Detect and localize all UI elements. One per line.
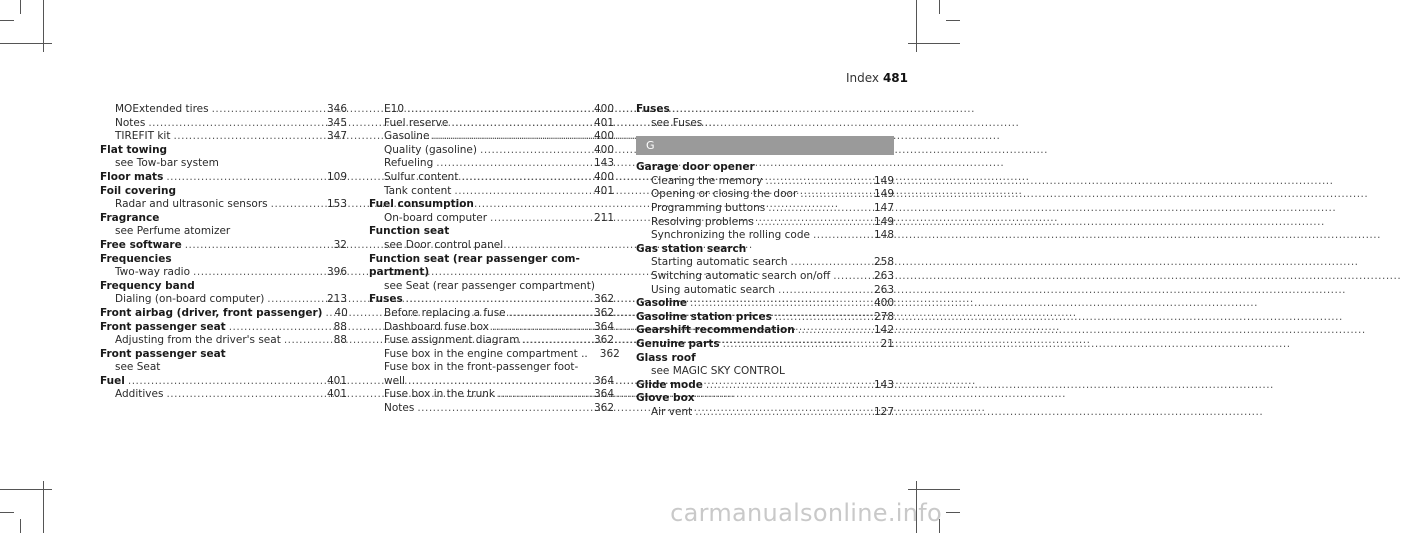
leader-dots bbox=[128, 375, 324, 389]
leader-dots bbox=[148, 117, 324, 131]
index-heading bbox=[369, 225, 614, 239]
entry-text: Fuse box in the trunk bbox=[384, 388, 496, 401]
index-subentry bbox=[100, 266, 347, 280]
leader-dots bbox=[461, 171, 591, 185]
index-subentry bbox=[100, 334, 347, 348]
index-subentry bbox=[636, 229, 894, 243]
crop-mark bbox=[0, 43, 52, 44]
entry-text: Fuel reserve bbox=[384, 116, 449, 129]
entry-page-number: 143 bbox=[593, 157, 614, 170]
index-subentry bbox=[100, 293, 347, 307]
leader-dots bbox=[498, 388, 591, 402]
index-heading bbox=[636, 338, 894, 352]
leader-dots bbox=[229, 321, 331, 335]
index-heading bbox=[100, 212, 347, 226]
index-subentry bbox=[636, 117, 894, 131]
entry-page-number: 88 bbox=[333, 334, 347, 347]
index-subentry bbox=[636, 406, 894, 420]
index-subentry bbox=[636, 256, 894, 270]
leader-dots bbox=[765, 175, 870, 189]
index-subentry bbox=[369, 212, 614, 226]
entry-text: Clearing the memory bbox=[651, 174, 763, 187]
entry-page-number: 347 bbox=[326, 130, 347, 143]
index-subentry bbox=[636, 270, 894, 284]
leader-dots bbox=[451, 117, 591, 131]
leader-dots bbox=[166, 171, 324, 185]
index-subentry bbox=[369, 375, 614, 389]
entry-page-number: 401 bbox=[593, 116, 614, 129]
leader-dots bbox=[193, 266, 324, 280]
entry-page-number: 401 bbox=[326, 388, 347, 401]
index-subentry bbox=[369, 144, 614, 158]
index-subentry bbox=[100, 198, 347, 212]
entry-text: Before replacing a fuse bbox=[384, 306, 506, 319]
entry-page-number: 147 bbox=[873, 201, 894, 214]
leader-dots bbox=[407, 103, 591, 117]
entry-page-number: 149 bbox=[873, 174, 894, 187]
entry-text: Resolving problems bbox=[651, 215, 754, 228]
leader-dots bbox=[813, 229, 871, 243]
page-number: 481 bbox=[882, 71, 908, 85]
entry-page-number: 364 bbox=[593, 374, 614, 387]
entry-page-number: 400 bbox=[593, 170, 614, 183]
crop-mark bbox=[0, 512, 14, 513]
leader-dots bbox=[406, 293, 591, 307]
leader-dots bbox=[436, 157, 591, 171]
entry-page-number: 345 bbox=[326, 116, 347, 129]
entry-text: Fuse box in the front-passenger foot- bbox=[384, 361, 579, 374]
entry-page-number: 400 bbox=[593, 143, 614, 156]
entry-text: Radar and ultrasonic sensors bbox=[115, 198, 268, 211]
entry-page-number: 400 bbox=[593, 103, 614, 115]
entry-page-number: 21 bbox=[880, 337, 894, 350]
index-subentry bbox=[369, 103, 614, 117]
header-label: Index bbox=[845, 71, 879, 85]
leader-dots bbox=[492, 321, 591, 335]
leader-dots bbox=[417, 402, 591, 416]
index-subentry bbox=[636, 188, 894, 202]
entry-page-number: 149 bbox=[873, 215, 894, 228]
leader-dots bbox=[454, 185, 591, 199]
entry-text: TIREFIT kit bbox=[115, 130, 171, 143]
leader-dots bbox=[757, 216, 871, 230]
entry-page-number: 362 bbox=[599, 347, 620, 360]
entry-page-number: 401 bbox=[593, 184, 614, 197]
crop-mark bbox=[43, 481, 44, 533]
index-subentry bbox=[369, 185, 614, 199]
index-heading bbox=[636, 311, 894, 325]
index-heading bbox=[100, 171, 347, 185]
index-subentry bbox=[369, 307, 614, 321]
leader-dots bbox=[325, 307, 331, 321]
entry-page-number: 143 bbox=[873, 378, 894, 391]
leader-dots bbox=[271, 198, 324, 212]
crop-mark bbox=[0, 20, 14, 21]
index-column-2 bbox=[369, 103, 620, 416]
index-group-fuses-ref bbox=[636, 103, 894, 130]
entry-text: Fuel bbox=[100, 374, 125, 387]
entry-page-number: 400 bbox=[873, 297, 894, 310]
entry-text: see Seat bbox=[115, 361, 161, 374]
entry-page-number: 362 bbox=[593, 293, 614, 306]
crop-mark bbox=[916, 0, 917, 52]
entry-text: see Door control panel bbox=[384, 238, 504, 251]
entry-page-number: 401 bbox=[326, 374, 347, 387]
entry-text: MOExtended tires bbox=[115, 103, 209, 115]
index-subentry bbox=[100, 361, 347, 375]
index-subentry bbox=[100, 388, 347, 402]
index-subentry bbox=[369, 347, 620, 362]
index-subentry bbox=[369, 280, 614, 294]
index-column-1 bbox=[100, 103, 347, 402]
index-heading bbox=[100, 185, 347, 199]
entry-text: Foil covering bbox=[100, 184, 176, 197]
entry-text: Switching automatic search on/off bbox=[651, 269, 831, 282]
leader-dots bbox=[798, 324, 871, 338]
entry-text: Two-way radio bbox=[115, 266, 191, 279]
leader-dots bbox=[509, 307, 591, 321]
leader-dots bbox=[212, 103, 324, 117]
entry-page-number: 362 bbox=[593, 402, 614, 415]
index-subentry bbox=[100, 130, 347, 144]
entry-page-number: 258 bbox=[873, 256, 894, 269]
crop-mark bbox=[20, 519, 21, 533]
section-letter-g: G bbox=[636, 136, 894, 155]
index-heading bbox=[100, 144, 347, 158]
entry-text: Fuses bbox=[369, 293, 403, 306]
entry-text: Adjusting from the driver's seat bbox=[115, 334, 281, 347]
index-heading bbox=[636, 161, 894, 175]
entry-text: Glide mode bbox=[636, 378, 703, 391]
entry-page-number: 211 bbox=[593, 211, 614, 224]
entry-text: Gasoline bbox=[636, 297, 687, 310]
crop-mark bbox=[20, 0, 21, 14]
entry-text: Function seat bbox=[369, 225, 450, 238]
entry-text: Genuine parts bbox=[636, 337, 720, 350]
entry-text: Floor mats bbox=[100, 170, 164, 183]
entry-text: see Seat (rear passenger compartment) bbox=[384, 279, 595, 292]
index-subentry bbox=[100, 103, 347, 117]
entry-text: Front airbag (driver, front passenger) bbox=[100, 306, 323, 319]
entry-text: Tank content bbox=[384, 184, 452, 197]
entry-text: Front passenger seat bbox=[100, 347, 226, 360]
index-heading bbox=[369, 266, 614, 280]
entry-text: Function seat (rear passenger com- bbox=[369, 252, 580, 265]
entry-text: Free software bbox=[100, 238, 182, 251]
index-subentry bbox=[369, 157, 614, 171]
entry-page-number: 263 bbox=[873, 283, 894, 296]
entry-text: Starting automatic search bbox=[651, 256, 788, 269]
index-heading bbox=[100, 239, 347, 253]
leader-dots bbox=[173, 130, 324, 144]
entry-page-number: 109 bbox=[326, 170, 347, 183]
leader-dots bbox=[695, 406, 871, 420]
leader-dots bbox=[778, 284, 871, 298]
index-subentry bbox=[369, 130, 614, 144]
entry-text: see Perfume atomizer bbox=[115, 225, 231, 238]
entry-text: Gas station search bbox=[636, 242, 747, 255]
leader-dots bbox=[690, 297, 871, 311]
entry-page-number: 362 bbox=[593, 334, 614, 347]
leader-dots bbox=[522, 334, 590, 348]
leader-dots bbox=[791, 256, 871, 270]
entry-text: Sulfur content bbox=[384, 170, 459, 183]
entry-text: Additives bbox=[115, 388, 164, 401]
entry-page-number: 346 bbox=[326, 103, 347, 115]
entry-page-number: 88 bbox=[333, 320, 347, 333]
entry-text: Gearshift recommendation bbox=[636, 324, 795, 337]
entry-text: Fuses bbox=[636, 103, 670, 115]
entry-page-number: 142 bbox=[873, 324, 894, 337]
index-subentry bbox=[369, 402, 614, 416]
entry-page-number: 364 bbox=[593, 388, 614, 401]
entry-text: Garage door opener bbox=[636, 161, 755, 174]
index-subentry bbox=[369, 117, 614, 131]
entry-text: Fuel consumption bbox=[369, 198, 474, 211]
entry-text: Notes bbox=[384, 402, 415, 415]
entry-text: Fuse assignment diagram bbox=[384, 334, 520, 347]
leader-dots bbox=[432, 130, 591, 144]
entry-page-number: 213 bbox=[326, 293, 347, 306]
entry-text: Notes bbox=[115, 116, 146, 129]
entry-page-number: 127 bbox=[873, 405, 894, 418]
index-subentry bbox=[636, 216, 894, 230]
index-subentry bbox=[636, 365, 894, 379]
crop-mark bbox=[946, 512, 960, 513]
leader-dots bbox=[267, 293, 324, 307]
entry-page-number: 362 bbox=[593, 306, 614, 319]
page-header bbox=[0, 70, 960, 90]
leader-dots bbox=[768, 202, 871, 216]
index-heading bbox=[636, 297, 894, 311]
crop-mark bbox=[946, 20, 960, 21]
leader-dots bbox=[490, 212, 591, 226]
entry-text: Quality (gasoline) bbox=[384, 143, 477, 156]
index-heading bbox=[100, 307, 347, 321]
index-heading bbox=[100, 375, 347, 389]
index-subentry bbox=[636, 175, 894, 189]
index-subentry bbox=[369, 334, 614, 348]
leader-dots bbox=[284, 334, 331, 348]
entry-page-number: 263 bbox=[873, 269, 894, 282]
entry-text: see Fuses bbox=[651, 116, 703, 129]
index-heading bbox=[100, 280, 347, 294]
entry-text: Glass roof bbox=[636, 351, 696, 364]
entry-text: see MAGIC SKY CONTROL bbox=[651, 365, 785, 378]
entry-text: Using automatic search bbox=[651, 283, 776, 296]
index-heading bbox=[100, 321, 347, 335]
index-subentry bbox=[369, 388, 614, 402]
leader-dots bbox=[408, 375, 591, 389]
leader-dots bbox=[775, 311, 871, 325]
index-heading bbox=[636, 243, 894, 257]
entry-page-number: 153 bbox=[326, 198, 347, 211]
entry-text: Gasoline station prices bbox=[636, 310, 772, 323]
leader-dots bbox=[706, 379, 871, 393]
index-heading bbox=[636, 392, 894, 406]
index-heading bbox=[100, 253, 347, 267]
index-group-g bbox=[636, 161, 894, 419]
crop-mark bbox=[0, 489, 52, 490]
entry-page-number: 400 bbox=[593, 130, 614, 143]
entry-text: Glove box bbox=[636, 392, 695, 405]
entry-text: Dialing (on-board computer) bbox=[115, 293, 265, 306]
entry-text: E10 bbox=[384, 103, 404, 115]
entry-text: partment) bbox=[369, 266, 430, 279]
index-subentry bbox=[369, 321, 614, 335]
crop-mark bbox=[939, 0, 940, 14]
entry-text: Refueling bbox=[384, 157, 434, 170]
index-heading bbox=[636, 324, 894, 338]
index-subentry bbox=[100, 225, 347, 239]
entry-text: Front passenger seat bbox=[100, 320, 226, 333]
index-heading bbox=[369, 293, 614, 307]
index-subentry bbox=[636, 202, 894, 216]
entry-text: Flat towing bbox=[100, 143, 168, 156]
leader-dots bbox=[833, 270, 871, 284]
entry-text: see Tow-bar system bbox=[115, 157, 219, 170]
index-subentry bbox=[369, 361, 614, 375]
entry-text: Gasoline bbox=[384, 130, 430, 143]
entry-page-number: 396 bbox=[326, 266, 347, 279]
entry-text: Frequencies bbox=[100, 252, 172, 265]
index-heading bbox=[369, 198, 614, 212]
leader-dots bbox=[166, 388, 324, 402]
entry-text: Frequency band bbox=[100, 279, 195, 292]
leader-dots bbox=[480, 144, 591, 158]
entry-page-number: 364 bbox=[593, 320, 614, 333]
entry-text: Dashboard fuse box bbox=[384, 320, 489, 333]
entry-text: Synchronizing the rolling code bbox=[651, 229, 810, 242]
entry-text: Air vent bbox=[651, 405, 693, 418]
index-subentry bbox=[636, 284, 894, 298]
entry-text: On-board computer bbox=[384, 211, 488, 224]
index-subentry bbox=[369, 171, 614, 185]
watermark-text: carmanualsonline.info bbox=[670, 499, 942, 527]
entry-page-number: 148 bbox=[873, 229, 894, 242]
leader-dots bbox=[185, 239, 331, 253]
leader-dots bbox=[723, 338, 878, 352]
entry-text: Fragrance bbox=[100, 211, 160, 224]
index-heading bbox=[369, 253, 614, 267]
entry-text: Fuse box in the engine compartment .. bbox=[384, 347, 588, 360]
index-heading bbox=[636, 103, 894, 117]
index-heading bbox=[636, 379, 894, 393]
entry-page-number: 32 bbox=[333, 238, 347, 251]
entry-page-number: 149 bbox=[873, 188, 894, 201]
index-subentry bbox=[100, 117, 347, 131]
entry-page-number: 278 bbox=[873, 310, 894, 323]
entry-text: Opening or closing the door bbox=[651, 188, 798, 201]
crop-mark bbox=[43, 0, 44, 52]
index-heading bbox=[636, 352, 894, 366]
leader-dots bbox=[800, 188, 871, 202]
index-subentry bbox=[100, 157, 347, 171]
entry-page-number: 40 bbox=[334, 306, 348, 319]
index-column-3 bbox=[636, 103, 894, 419]
entry-text: Programming buttons bbox=[651, 201, 766, 214]
entry-text: well bbox=[384, 374, 405, 387]
index-subentry bbox=[369, 239, 614, 253]
index-heading bbox=[100, 348, 347, 362]
